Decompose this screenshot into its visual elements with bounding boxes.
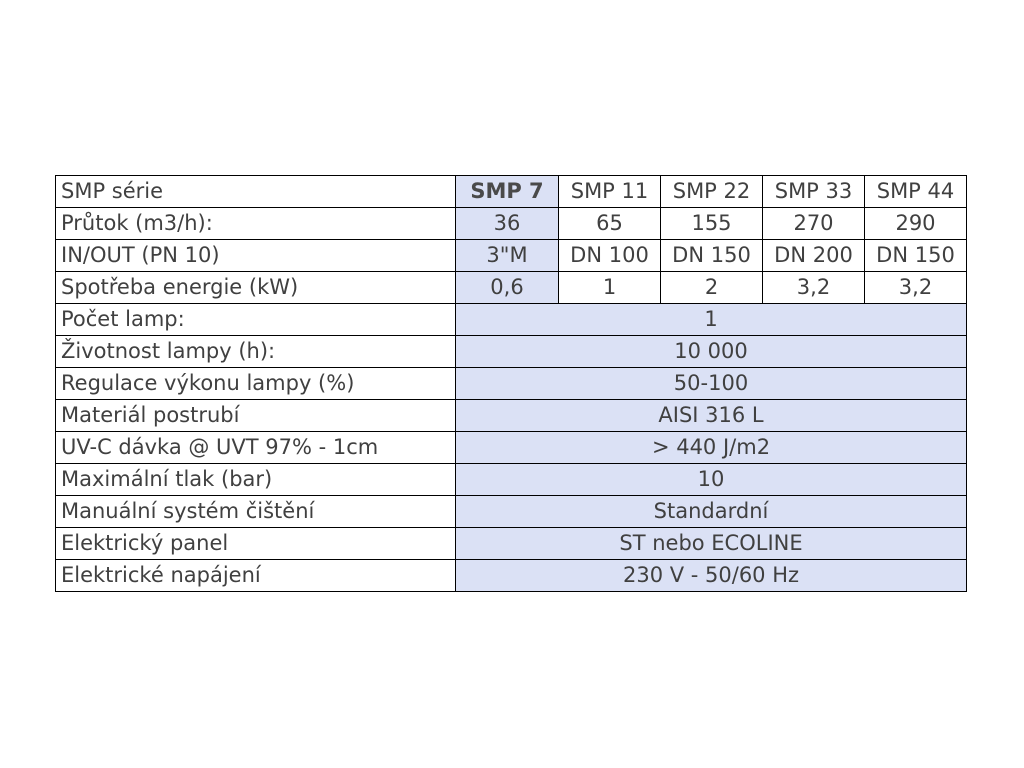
cell-value: DN 200 (763, 240, 865, 272)
merged-cell-value: Standardní (456, 496, 967, 528)
row-power-regulation (56, 368, 967, 400)
row-label: Elektrické napájení (56, 560, 456, 592)
cell-value: 2 (661, 272, 763, 304)
row-max-pressure (56, 464, 967, 496)
merged-cell-value: 10 (456, 464, 967, 496)
row-cleaning-system (56, 496, 967, 528)
row-power-consumption (56, 272, 967, 304)
row-uvc-dose (56, 432, 967, 464)
cell-value: 65 (559, 208, 661, 240)
specs-table (55, 175, 967, 592)
model-smp-22: SMP 22 (661, 176, 763, 208)
row-label: Počet lamp: (56, 304, 456, 336)
cell-value: 3"M (456, 240, 559, 272)
row-label: Maximální tlak (bar) (56, 464, 456, 496)
model-smp-7: SMP 7 (456, 176, 559, 208)
row-label: Spotřeba energie (kW) (56, 272, 456, 304)
cell-value: DN 150 (661, 240, 763, 272)
row-power-supply (56, 560, 967, 592)
model-smp-33: SMP 33 (763, 176, 865, 208)
model-smp-44: SMP 44 (865, 176, 967, 208)
row-label: IN/OUT (PN 10) (56, 240, 456, 272)
row-lamp-count (56, 304, 967, 336)
cell-value: 270 (763, 208, 865, 240)
row-label: Životnost lampy (h): (56, 336, 456, 368)
cell-value: 155 (661, 208, 763, 240)
cell-value: 3,2 (763, 272, 865, 304)
cell-value: DN 150 (865, 240, 967, 272)
merged-cell-value: AISI 316 L (456, 400, 967, 432)
row-lamp-life (56, 336, 967, 368)
row-in-out (56, 240, 967, 272)
merged-cell-value: 230 V - 50/60 Hz (456, 560, 967, 592)
cell-value: 290 (865, 208, 967, 240)
row-pipe-material (56, 400, 967, 432)
row-label: UV-C dávka @ UVT 97% - 1cm (56, 432, 456, 464)
merged-cell-value: > 440 J/m2 (456, 432, 967, 464)
row-label: Manuální systém čištění (56, 496, 456, 528)
row-label: Materiál postrubí (56, 400, 456, 432)
cell-value: 36 (456, 208, 559, 240)
cell-value: 0,6 (456, 272, 559, 304)
cell-value: 1 (559, 272, 661, 304)
merged-cell-value: ST nebo ECOLINE (456, 528, 967, 560)
merged-cell-value: 1 (456, 304, 967, 336)
row-label: Elektrický panel (56, 528, 456, 560)
cell-value: DN 100 (559, 240, 661, 272)
row-label: Regulace výkonu lampy (%) (56, 368, 456, 400)
merged-cell-value: 10 000 (456, 336, 967, 368)
row-electric-panel (56, 528, 967, 560)
cell-value: 3,2 (865, 272, 967, 304)
row-flow (56, 208, 967, 240)
merged-cell-value: 50-100 (456, 368, 967, 400)
model-smp-11: SMP 11 (559, 176, 661, 208)
row-label: Průtok (m3/h): (56, 208, 456, 240)
header-row (56, 176, 967, 208)
series-label: SMP série (56, 176, 456, 208)
